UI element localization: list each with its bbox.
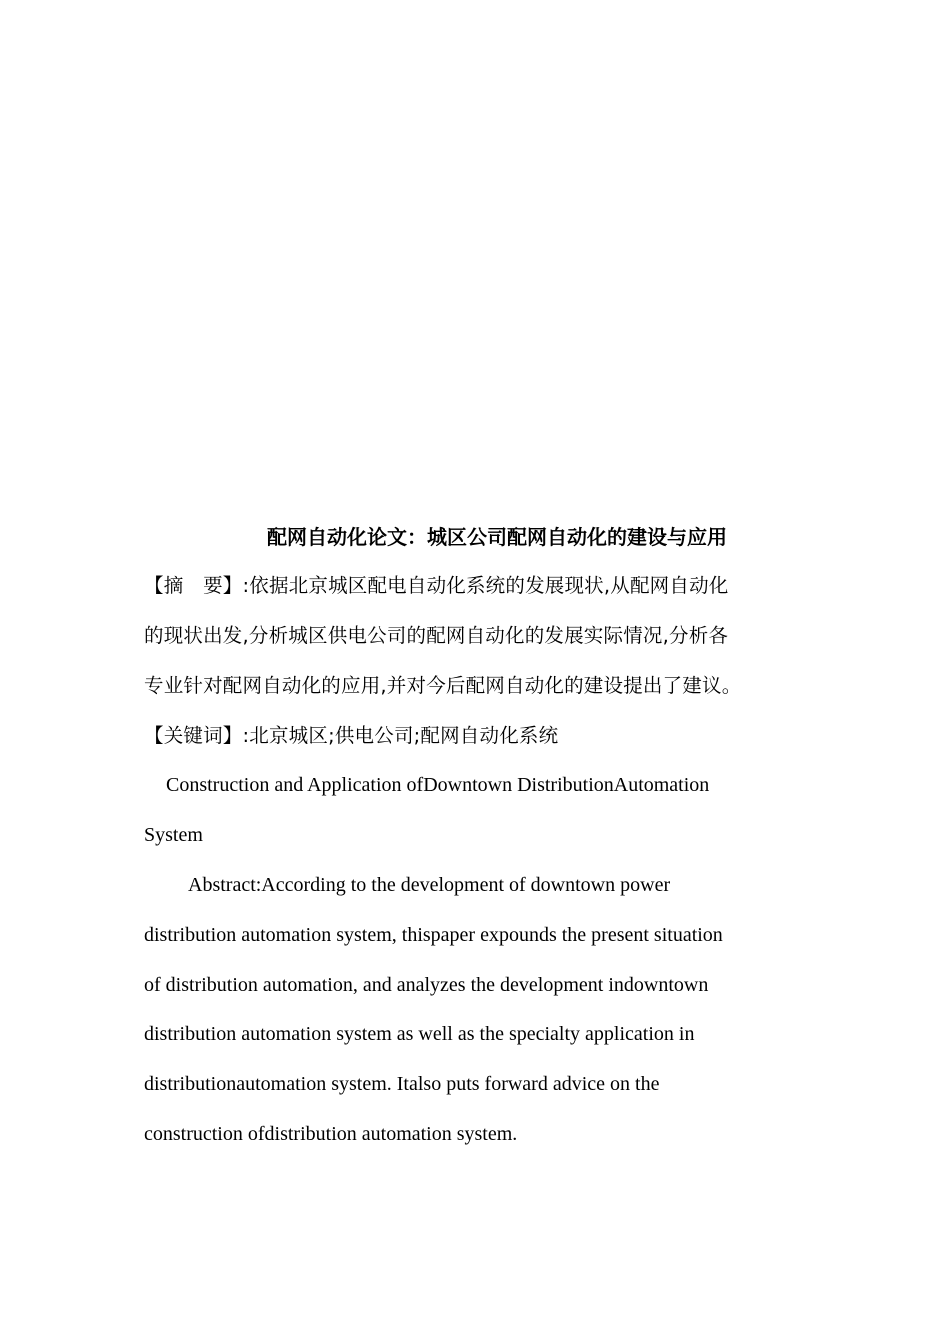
abstract-cn-line: 【摘 要】:依据北京城区配电自动化系统的发展现状,从配网自动化 [144,574,729,597]
english-title-line: System [144,824,203,846]
keywords-cn: 【关键词】:北京城区;供电公司;配网自动化系统 [144,724,559,747]
page-title-text: 配网自动化论文：城区公司配网自动化的建设与应用 [267,525,727,549]
abstract-en-line: of distribution automation, and analyzes the development indowntown [144,974,709,996]
abstract-en-line: distribution automation system, thispaper expounds the present situation [144,924,723,946]
page-title [0,522,950,552]
abstract-en-line: Abstract:According to the development of downtown power [188,874,671,896]
abstract-en-line: construction ofdistribution automation system. [144,1123,518,1145]
english-title-line: Construction and Application ofDowntown DistributionAutomation [166,774,710,796]
abstract-en-line: distributionautomation system. Italso puts forward advice on the [144,1073,660,1095]
abstract-cn-line: 专业针对配网自动化的应用,并对今后配网自动化的建设提出了建议。 [144,674,742,697]
abstract-cn-line: 的现状出发,分析城区供电公司的配网自动化的发展实际情况,分析各 [144,624,729,647]
abstract-en-line: distribution automation system as well as the specialty application in [144,1023,695,1045]
